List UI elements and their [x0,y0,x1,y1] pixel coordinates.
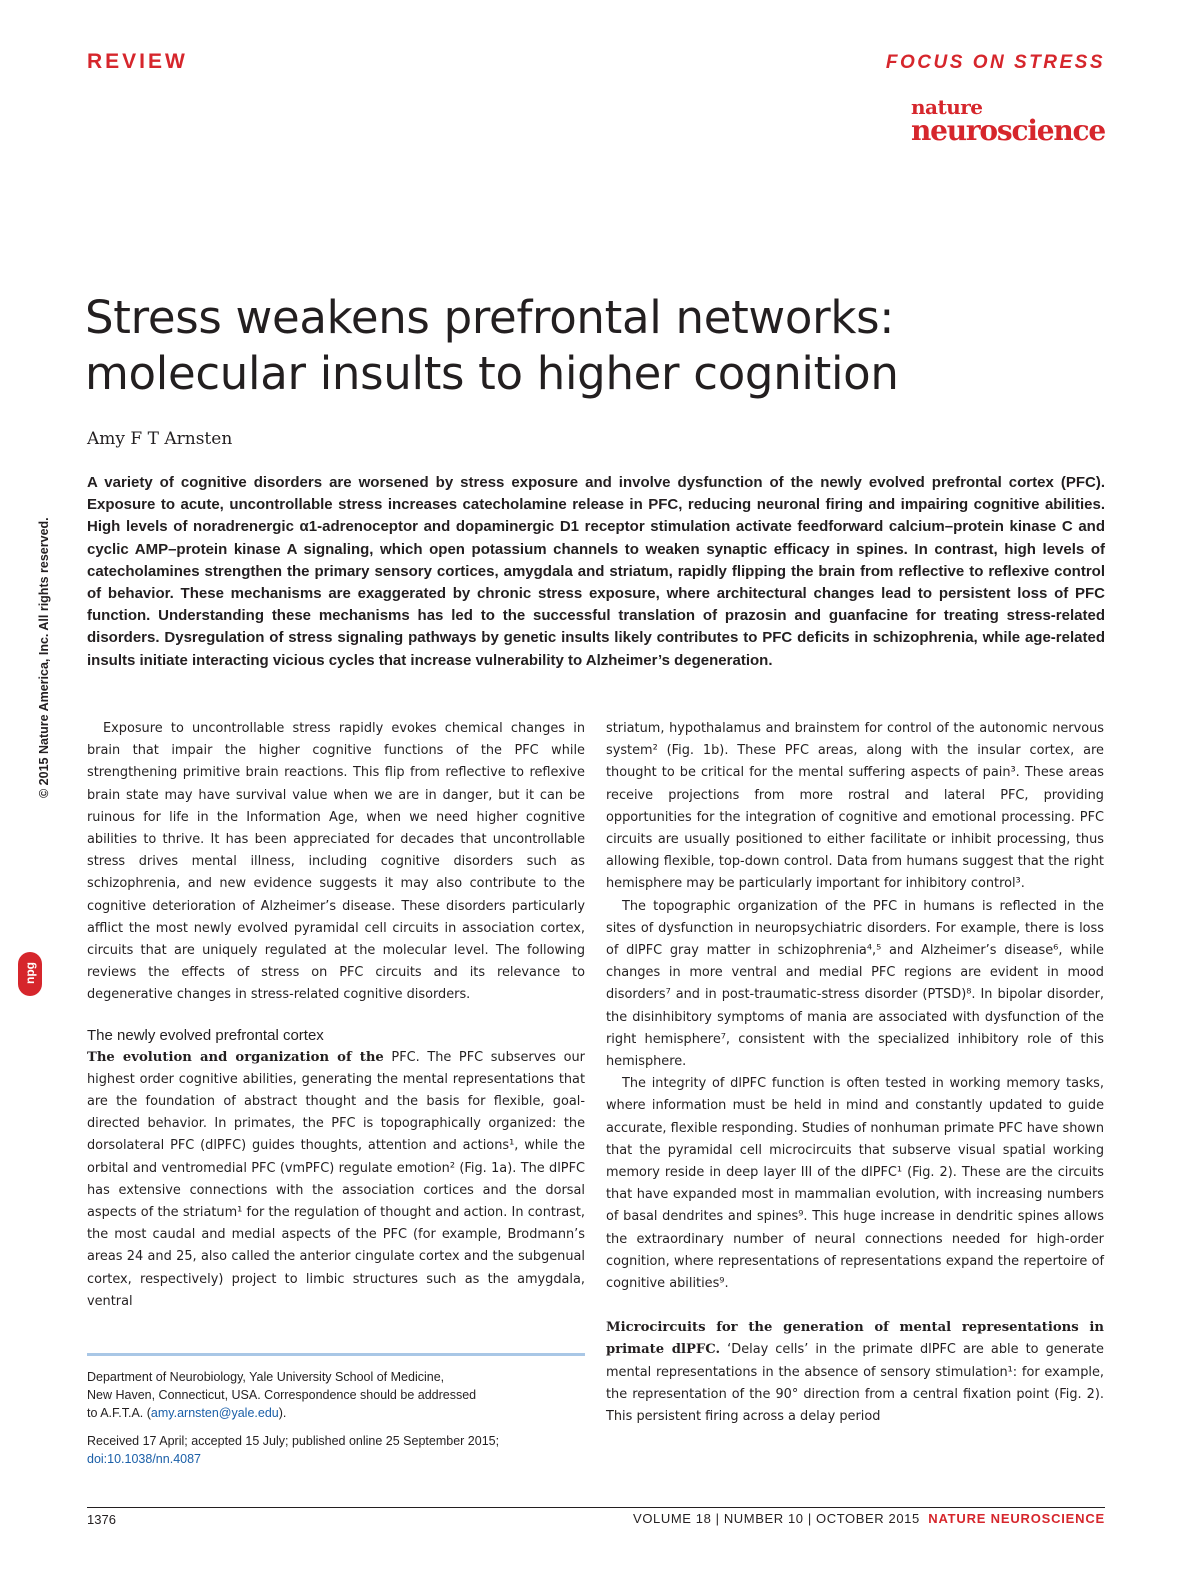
logo-line-2: neuroscience [910,114,1105,147]
email-link[interactable]: amy.arnsten@yale.edu [150,1406,279,1420]
body-paragraph: The integrity of dlPFC function is often tested in working memory tasks, where information must be held in mind and constantly updated to guide accurate, flexible responding. Studies of nonhuman primate PFC have shown that the pyramidal cell microcircuits that subserve visual spatial working memory reside in deep layer III of the dlPFC¹ (Fig. 2). These are the circuits that have expanded most in mammalian evolution, with increasing numbers of basal dendrites and spines⁹. This huge increase in dendritic spines allows the extraordinary number of neural connections needed for high-order cognition, where representations of representations expand the repertoire of cognitive abilities⁹. [606,1076,1104,1292]
copyright-notice: © 2015 Nature America, Inc. All rights reserved. [37,517,51,798]
affiliation-line: Department of Neurobiology, Yale University School of Medicine, [87,1370,445,1384]
author-name: Amy F T Arnsten [87,429,233,449]
journal-name: NATURE NEUROSCIENCE [928,1511,1105,1526]
body-paragraph [606,1317,1104,1428]
focus-label: FOCUS ON STRESS [885,52,1105,73]
npg-logo-text: npg [23,962,37,984]
volume-info: VOLUME 18 | NUMBER 10 | OCTOBER 2015 [633,1511,920,1526]
subsection-text: PFC. The PFC subserves our highest order cognitive abilities, generating the mental representations that are the foundation of abstract thought and the basis for flexible, goal-directed behavior. In primates, the PFC is topographically organized: the dorsolateral PFC (dlPFC) guides thoughts, attention and actions¹, while the orbital and ventromedial PFC (vmPFC) regulate emotion² (Fig. 1a). The dlPFC has extensive connections with the association cortices and the dorsal aspects of the striatum¹ for the regulation of thought and action. In contrast, the most caudal and medial aspects of the PFC (for example, Brodmann’s areas 24 and 25, also called the anterior cingulate cortex and the subgenual cortex, respectively) project to limbic structures such as the amygdala, ventral [87,1049,585,1309]
npg-logo-icon [18,952,42,996]
left-column [87,718,585,1313]
section-label: REVIEW [87,50,188,73]
abstract: A variety of cognitive disorders are worsened by stress exposure and involve dysfunction of the newly evolved prefrontal cortex (PFC). Exposure to acute, uncontrollable stress increases catecholamine release in PFC, reducing neuronal firing and impairing cognitive abilities. High levels of noradrenergic α1-adrenoceptor and dopaminergic D1 receptor stimulation activate feedforward calcium–protein kinase C and cyclic AMP–protein kinase A signaling, which open potassium channels to weaken synaptic efficacy in spines. In contrast, high levels of catecholamines strengthen the primary sensory cortices, amygdala and striatum, rapidly flipping the brain from reflective to reflexive control of behavior. These mechanisms are exaggerated by chronic stress exposure, where architectural changes lead to persistent loss of PFC function. Understanding these mechanisms has led to the successful translation of prazosin and guanfacine for treating stress-related disorders. Dysregulation of stress signaling pathways by genetic insults likely contributes to PFC deficits in schizophrenia, while age-related insults initiate interacting vicious cycles that increase vulnerability to Alzheimer’s degeneration. [87,474,1105,669]
footer-divider [87,1507,1105,1508]
footnote [87,1368,585,1468]
subsection-text: ‘Delay cells’ in the primate dlPFC are able to generate mental representations in the absence of sensory stimulation¹: for example, the representation of the 90° direction from a central fixation point (Fig. 2). This persistent firing across a delay period [606,1342,1104,1425]
body-paragraph: striatum, hypothalamus and brainstem for control of the autonomic nervous system² (Fig. 1b). These PFC areas, along with the insular cortex, are thought to be critical for the mental suffering aspects of pain³. These areas receive projections from more rostral and lateral PFC, providing opportunities for the integration of cognitive and emotional processing. PFC circuits are usually positioned to either facilitate or inhibit processing, thus allowing flexible, top-down control. Data from humans suggest that the right hemisphere may be particularly important for inhibitory control³. [606,721,1104,892]
section-heading: The newly evolved prefrontal cortex [87,1026,324,1044]
intro-paragraph: Exposure to uncontrollable stress rapidly evokes chemical changes in brain that impair the higher cognitive functions of the PFC while strengthening primitive brain reactions. This flip from reflective to reflexive brain state may have survival value when we are in danger, but it can be ruinous for life in the Information Age, when we need higher cognitive abilities to thrive. It has been appreciated for decades that uncontrollable stress drives mental illness, including cognitive disorders such as schizophrenia, and new evidence suggests it may also contribute to the cognitive deterioration of Alzheimer’s disease. These disorders particularly afflict the most newly evolved pyramidal cell circuits in association cortex, circuits that are uniquely regulated at the molecular level. The following reviews the effects of stress on PFC circuits and its relevance to degenerative changes in stress-related cognitive disorders. [87,721,585,1003]
logo-line-1: nature [910,95,983,119]
body-paragraph [87,1047,585,1313]
subsection-heading: Microcircuits for the generation of mental representations in primate dlPFC. [606,1320,1104,1358]
journal-info [633,1511,1105,1526]
article-title: Stress weakens prefrontal networks: molecular insults to higher cognition [85,291,899,400]
affiliation-line: New Haven, Connecticut, USA. Correspondence should be addressed [87,1388,477,1402]
page-number: 1376 [87,1512,116,1527]
footnote-divider [87,1353,585,1356]
journal-logo [911,97,1105,145]
body-paragraph: The topographic organization of the PFC in humans is reflected in the sites of dysfunction in neuropsychiatric disorders. For example, there is loss of dlPFC gray matter in schizophrenia⁴,⁵ and Alzheimer’s disease⁶, while changes in more ventral and medial PFC regions are evident in mood disorders⁷ and in post-traumatic-stress disorder (PTSD)⁸. In bipolar disorder, the disinhibitory symptoms of mania are associated with dysfunction of the right hemisphere⁷, consistent with the specialized inhibitory role of this hemisphere. [606,898,1104,1070]
doi-link[interactable]: doi:10.1038/nn.4087 [87,1452,201,1466]
right-column [606,718,1104,1428]
received-dates: Received 17 April; accepted 15 July; published online 25 September 2015; [87,1434,500,1448]
subsection-heading: The evolution and organization of the [87,1049,384,1065]
affiliation-line: to A.F.T.A. (amy.arnsten@yale.edu). [87,1406,287,1420]
